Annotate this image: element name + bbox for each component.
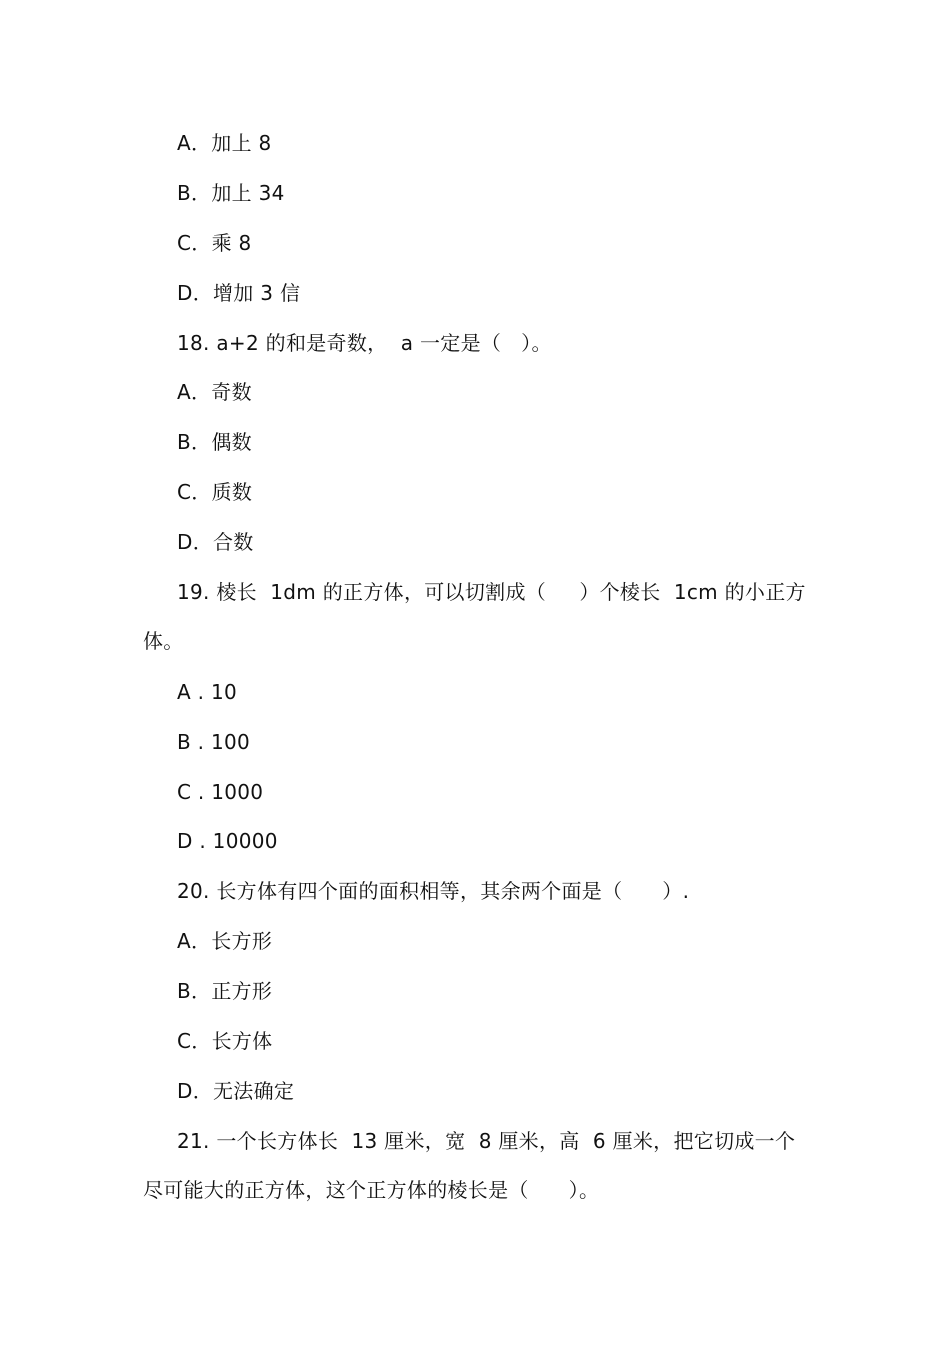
q20-option-a: A．长方形: [177, 929, 273, 953]
q18-option-d: D．合数: [177, 530, 254, 554]
q18-option-a: A．奇数: [177, 380, 252, 404]
q21-stem-line2: 尽可能大的正方体，这个正方体的棱长是（ ）。: [143, 1178, 600, 1202]
q21-stem-line1: 21. 一个长方体长 13 厘米，宽 8 厘米，高 6 厘米，把它切成一个: [177, 1129, 796, 1153]
q18-option-b: B．偶数: [177, 430, 252, 454]
q19-option-b: B . 100: [177, 730, 251, 754]
q17-option-d: D．增加 3 信: [177, 281, 301, 305]
q19-option-c: C . 1000: [177, 780, 264, 804]
q19-stem-line1: 19. 棱长 1dm 的正方体，可以切割成（ ）个棱长 1cm 的小正方: [177, 580, 806, 604]
q17-option-b: B．加上 34: [177, 181, 285, 205]
q19-option-a: A . 10: [177, 680, 238, 704]
q17-option-c: C．乘 8: [177, 231, 252, 255]
q20-option-b: B．正方形: [177, 979, 273, 1003]
q17-option-a: A．加上 8: [177, 131, 272, 155]
q20-option-d: D．无法确定: [177, 1079, 295, 1103]
q20-stem: 20. 长方体有四个面的面积相等，其余两个面是（ ）.: [177, 879, 690, 903]
q18-option-c: C．质数: [177, 480, 253, 504]
q20-option-c: C．长方体: [177, 1029, 273, 1053]
q19-stem-line2: 体。: [143, 629, 184, 653]
q19-option-d: D . 10000: [177, 829, 278, 853]
q18-stem: 18. a+2 的和是奇数， a 一定是（ ）。: [177, 331, 552, 355]
